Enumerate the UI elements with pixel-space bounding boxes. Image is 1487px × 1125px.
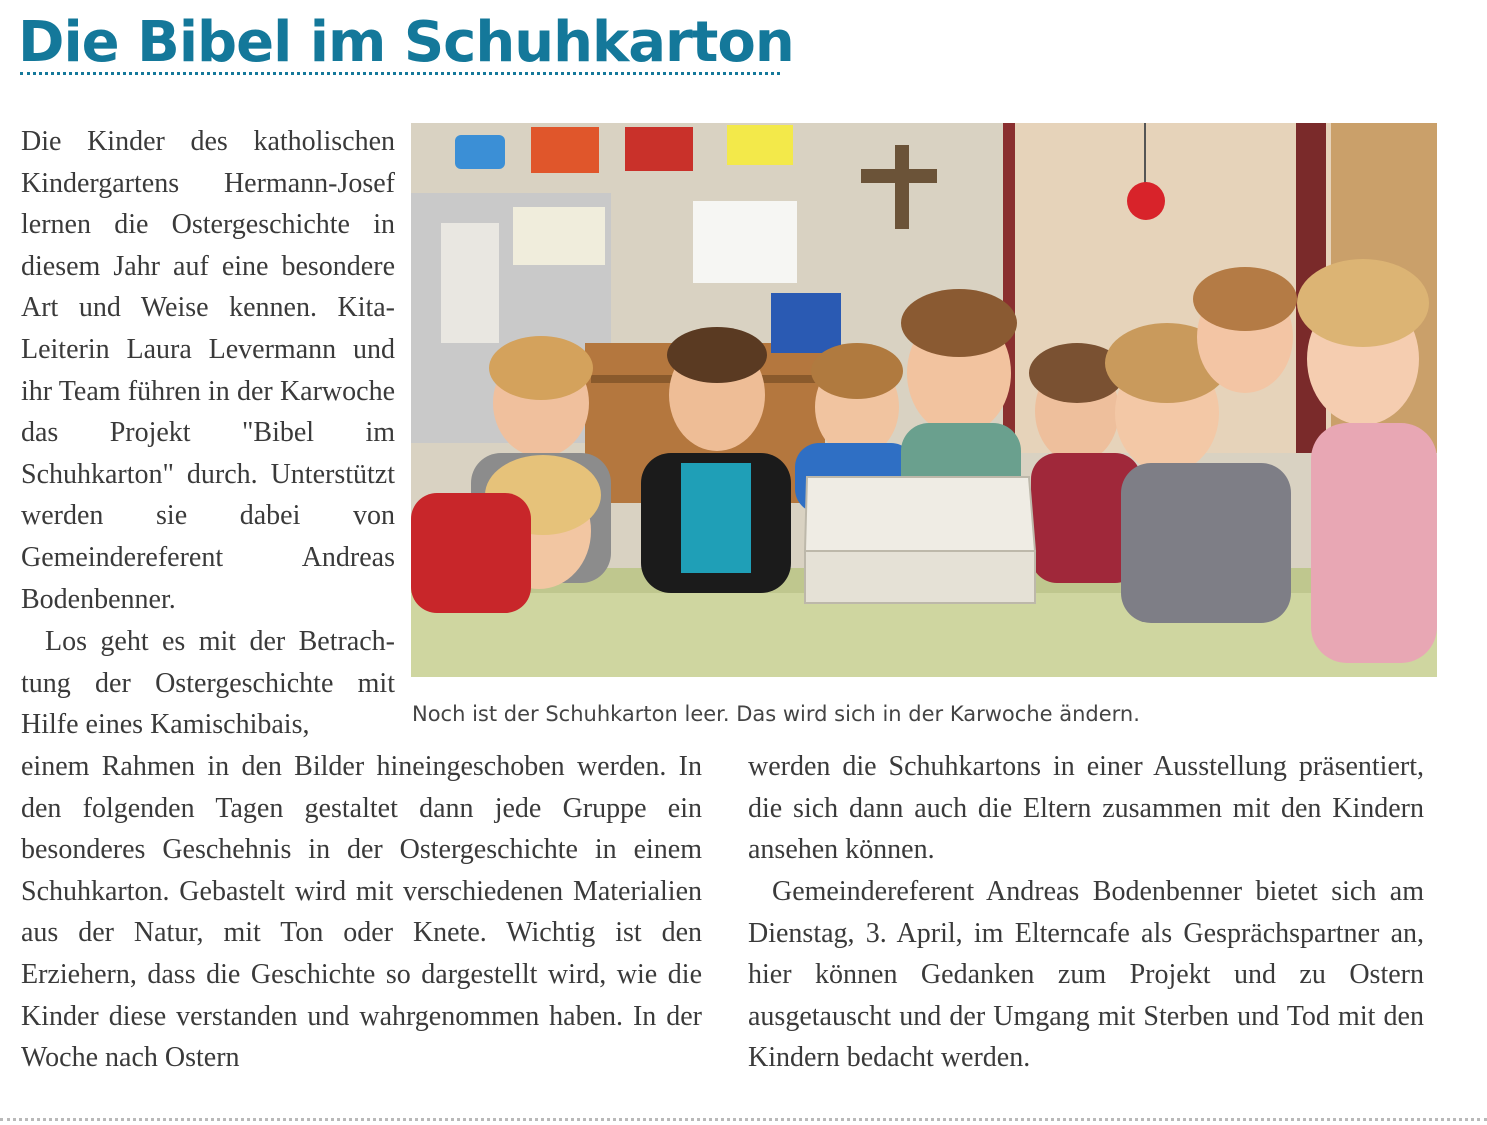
paragraph-2-continued: einem Rahmen in den Bilder hineingeschoben werden. In den folgenden Tagen gestaltet dann jede Gruppe ein besonderes Geschehnis in der Ostergeschichte in einem Schuhkarton. Gebastelt wird mit verschiedenen Materialien aus der Natur, mit Ton oder Knete. Wichtig ist den Erziehern, dass die Geschichte so dargestellt wird, wie die Kinder diese verstanden und wahrgenommen haben. In der Woche nach Ostern: [21, 751, 702, 1074]
children-photo-illustration: [411, 123, 1437, 677]
paragraph-outro: Gemeindereferent Andreas Bodenbenner bietet sich am Dienstag, 3. April, im Elterncafe als Gesprächspartner an, hier können Gedanken zum Projekt und zu Ostern ausgetauscht und der Umgang mit Sterben und Tod mit den Kindern bedacht werden.: [748, 876, 1424, 1074]
paragraph-intro: Die Kinder des katholischen Kindergartens Hermann-Josef lernen die Ostergeschichte in diesem Jahr auf eine besondere Art und Weise kennen. Kita-Leiterin Laura Levermann und ihr Team führen in der Karwoche das Projekt "Bibel im Schuhkarton" durch. Unterstützt werden sie dabei von Gemeindereferent Andreas Bodenbenner.: [21, 126, 395, 615]
paragraph-2-start: Los geht es mit der Betrachtung der Ostergeschichte mit Hilfe eines Kamischibais,: [21, 626, 395, 741]
bottom-divider: [0, 1118, 1487, 1121]
article-title: Die Bibel im Schuhkarton: [18, 10, 794, 75]
paragraph-2-end: werden die Schuhkartons in einer Ausstellung präsentiert, die sich dann auch die Eltern zusammen mit den Kindern ansehen können.: [748, 751, 1424, 866]
children-photo: [411, 123, 1437, 677]
photo-caption: Noch ist der Schuhkarton leer. Das wird sich in der Karwoche ändern.: [412, 702, 1140, 726]
title-underline: [20, 72, 780, 75]
